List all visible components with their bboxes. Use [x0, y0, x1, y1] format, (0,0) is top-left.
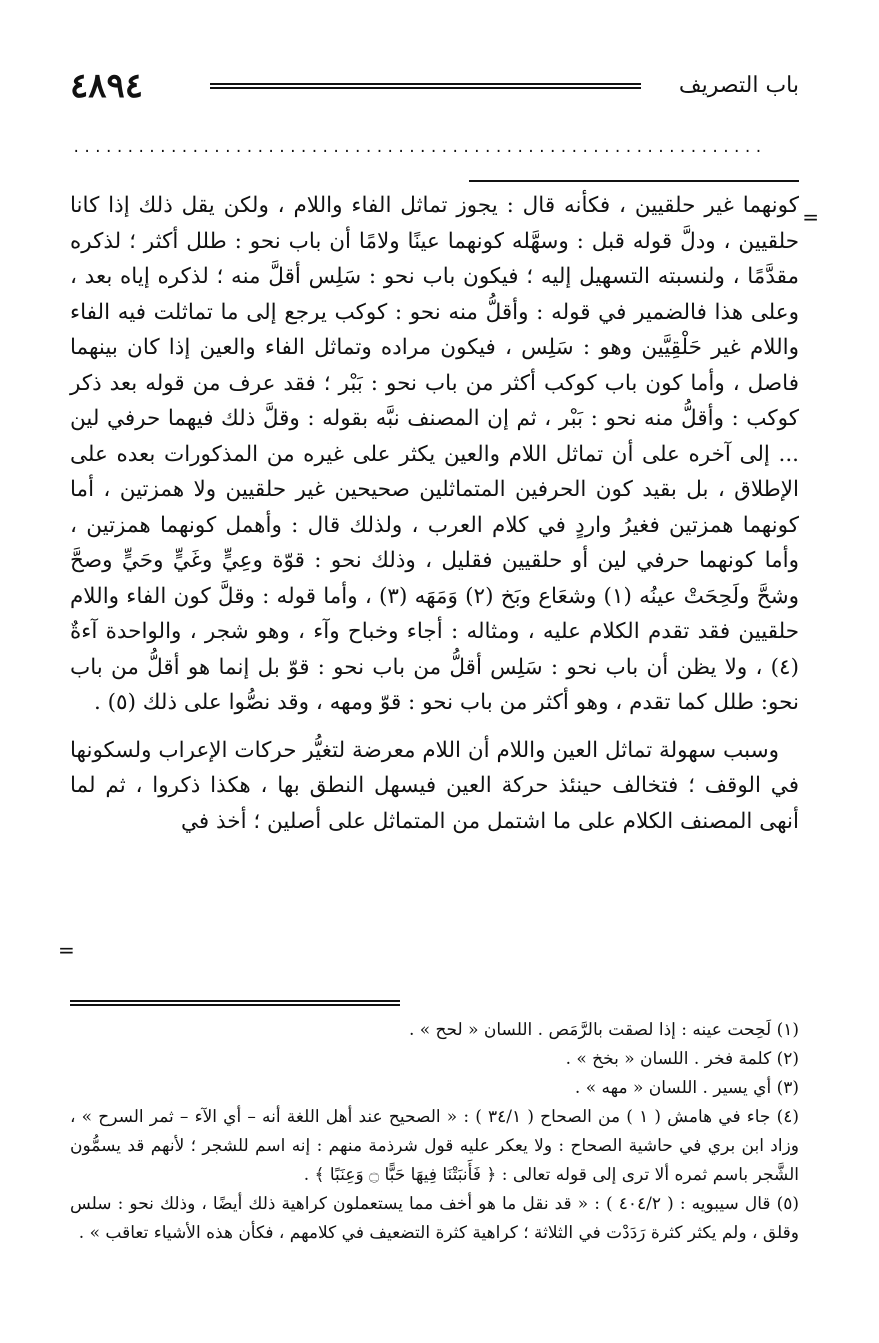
header-double-rule — [210, 83, 641, 89]
footnote-separator — [70, 1000, 400, 1006]
footnote-3: (٣) أي يسير . اللسان « مهه » . — [574, 1078, 799, 1098]
footnote-4: (٤) جاء في هامش ( ١ ) من الصحاح ( ٣٤/١ ) : « الصحيح عند أهل اللغة أنه – أي الآء – ثمر السرح » ، وزاد ابن بري في حاشية الصحاح : ولا يعكر عليه قول شرذمة منهم : إنه اسم للشجر ؛ لأنهم قد يسمُّون الشَّجر باسم ثمره ألا ترى إلى قوله تعالى : ﴿ فَأَنبَتْنَا فِيهَا حَبًّا ۝ وَعِنَبًا ﴾ . — [70, 1107, 800, 1185]
main-text — [70, 188, 799, 839]
page-number: ٤٨٩٤ — [70, 66, 144, 106]
footnotes — [70, 1016, 799, 1248]
page-header — [70, 66, 799, 106]
footnote-2: (٢) كلمة فخر . اللسان « بخخ » . — [565, 1049, 799, 1069]
dotted-separator: ................................................................ — [72, 140, 766, 156]
continuation-mark-end: = — [58, 938, 75, 962]
footnote-5: (٥) قال سيبويه : ( ٤٠٤/٢ ) : « قد نقل ما هو أخف مما يستعملون كراهية ذلك أيضًا ، وذلك نحو : سلس وقلق ، ولم يكثر كثرة رَدَدْت في الثلاثة ؛ كراهية كثرة التضعيف في كلامهم ، فكأن هذه الأشياء تعاقب » . — [70, 1194, 799, 1243]
continuation-mark-start: = — [802, 205, 819, 229]
footnote-1: (١) لَحِحت عينه : إذا لصقت بالرَّمَص . اللسان « لحح » . — [408, 1020, 799, 1040]
paragraph-1: كونهما غير حلقيين ، فكأنه قال : يجوز تماثل الفاء واللام ، ولكن يقل ذلك إذا كانا حلقيين ، ودلَّ قوله قبل : وسهَّله كونهما عينًا ولامًا أن باب نحو : طلل أكثر ؛ لذكره مقدَّمًا ، ولنسبته التسهيل إليه ؛ فيكون باب نحو : سَلِس أقلَّ منه ؛ لذكره إياه بعد ، وعلى هذا فالضمير في قوله : وأقلُّ منه نحو : كوكب يرجع إلى ما تماثلت فيه الفاء واللام غير حَلْقِيَّين وهو : سَلِس ، فيكون مراده وتماثل الفاء والعين إذا كان بينهما فاصل ، وأما كون باب كوكب أكثر من باب نحو : بَبْر ؛ فقد عرف من قوله بعد ذكر كوكب : وأقلُّ منه نحو : بَبْر ، ثم إن المصنف نبَّه بقوله : وقلَّ ذلك فيهما حرفي لين ... إلى آخره على أن تماثل اللام والعين يكثر على غيره من المذكورات بعده على الإطلاق ، بل بقيد كون الحرفين المتماثلين صحيحين غير حلقيين ولا همزتين ، أما كونهما همزتين فغيرُ واردٍ في كلام العرب ، ولذلك قال : وأهمل كونهما همزتين ، وأما كونهما حرفي لين أو حلقيين فقليل ، وذلك نحو : قوّة وعِيٍّ وغَيٍّ وحَيٍّ وصحَّ وشحَّ ولَحِحَتْ عينُه (١) وشعَاع وبَخ (٢) وَمَهَه (٣) ، وأما قوله : وقلَّ كون الفاء واللام حلقيين فقد تقدم الكلام عليه ، ومثاله : أجاء وخباح وآء ، وهو شجر ، والواحدة آءةٌ (٤) ، ولا يظن أن باب نحو : سَلِس أقلُّ من باب نحو : قوّ بل إنما هو أقلُّ من باب نحو: طلل كما تقدم ، وهو أكثر من باب نحو : قوّ ومهه ، وقد نصُّوا على ذلك (٥) . — [70, 193, 799, 715]
section-rule — [469, 180, 799, 182]
running-title: باب التصريف — [678, 73, 799, 98]
paragraph-2: وسبب سهولة تماثل العين واللام أن اللام معرضة لتغيُّر حركات الإعراب ولسكونها في الوقف ؛ فتخالف حينئذ حركة العين فيسهل النطق بها ، هكذا ذكروا ، ثم لما أنهى المصنف الكلام على ما اشتمل من المتماثل على أصلين ؛ أخذ في — [70, 737, 799, 834]
